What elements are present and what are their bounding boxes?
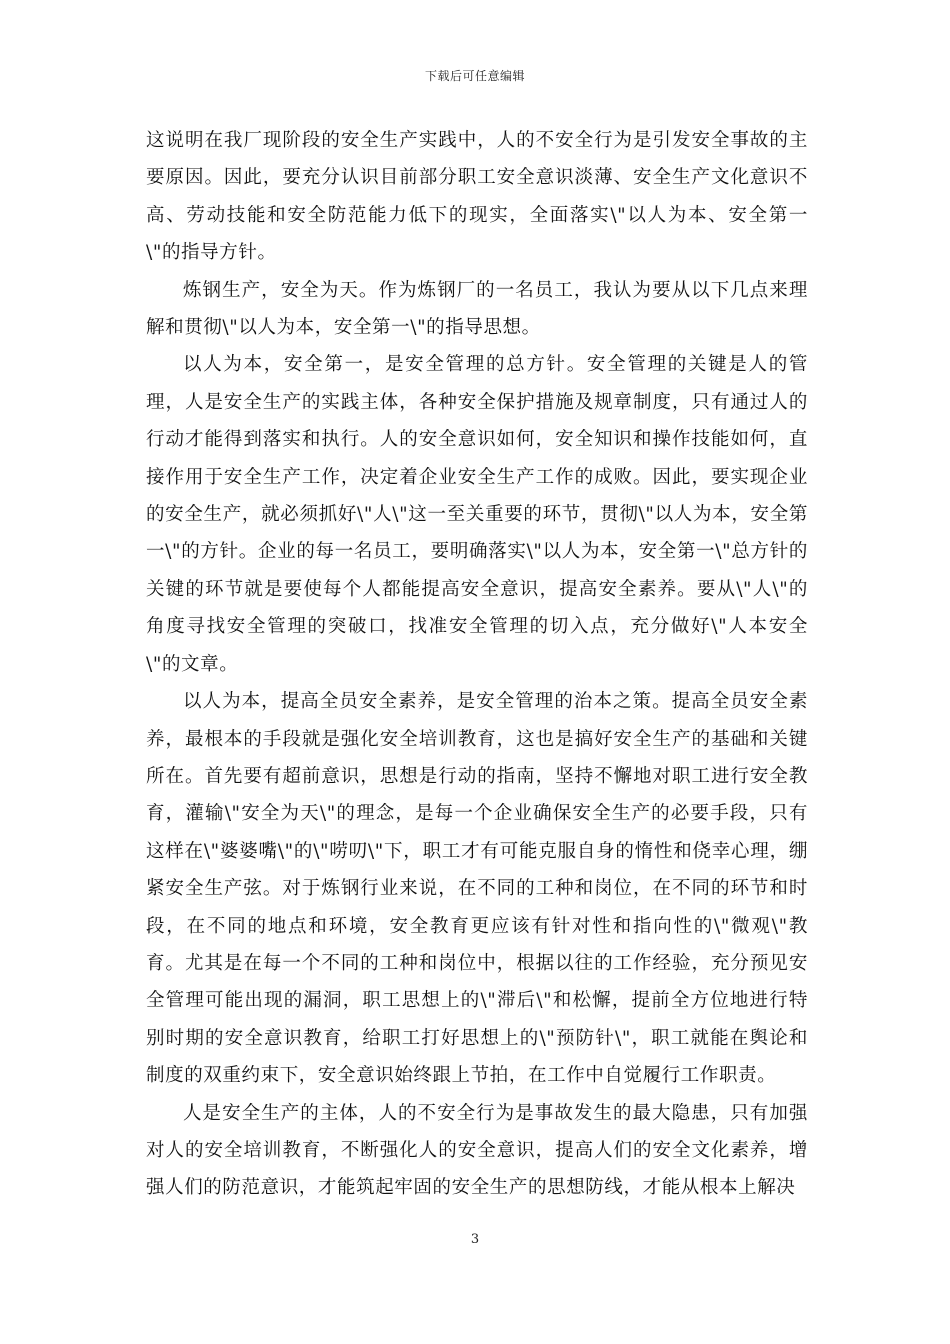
- page-number: 3: [470, 1232, 480, 1247]
- paragraph-4: 以人为本，提高全员安全素养，是安全管理的治本之策。提高全员安全素养，最根本的手段就是强化安全培训教育，这也是搞好安全生产的基础和关键所在。首先要有超前意识，思想是行动的指南，坚持不懈地对职工进行安全教育，灌输\"安全为天\"的理念，是每一个企业确保安全生产的必要手段，只有这样在\"婆婆嘴\"的\"唠叨\"下，职工才有可能克服自身的惰性和侥幸心理，绷紧安全生产弦。对于炼钢行业来说，在不同的工种和岗位，在不同的环节和时段，在不同的地点和环境，安全教育更应该有针对性和指向性的\"微观\"教育。尤其是在每一个不同的工种和岗位中，根据以往的工作经验，充分预见安全管理可能出现的漏洞，职工思想上的\"滞后\"和松懈，提前全方位地进行特别时期的安全意识教育，给职工打好思想上的\"预防针\"，职工就能在舆论和制度的双重约束下，安全意识始终跟上节拍，在工作中自觉履行工作职责。: [146, 691, 808, 1087]
- body-text: [146, 122, 808, 1207]
- paragraph-1: 这说明在我厂现阶段的安全生产实践中，人的不安全行为是引发安全事故的主要原因。因此，要充分认识目前部分职工安全意识淡薄、安全生产文化意识不高、劳动技能和安全防范能力低下的现实，全面落实\"以人为本、安全第一\"的指导方针。: [146, 130, 808, 264]
- paragraph-3: 以人为本，安全第一，是安全管理的总方针。安全管理的关键是人的管理，人是安全生产的实践主体，各种安全保护措施及规章制度，只有通过人的行动才能得到落实和执行。人的安全意识如何，安全知识和操作技能如何，直接作用于安全生产工作，决定着企业安全生产工作的成败。因此，要实现企业的安全生产，就必须抓好\"人\"这一至关重要的环节，贯彻\"以人为本，安全第一\"的方针。企业的每一名员工，要明确落实\"以人为本，安全第一\"总方针的关键的环节就是要使每个人都能提高安全意识，提高安全素养。要从\"人\"的角度寻找安全管理的突破口，找准安全管理的切入点，充分做好\"人本安全\"的文章。: [146, 354, 808, 675]
- paragraph-2: 炼钢生产，安全为天。作为炼钢厂的一名员工，我认为要从以下几点来理解和贯彻\"以人为本，安全第一\"的指导思想。: [146, 279, 808, 339]
- page-header: 下载后可任意编辑: [424, 69, 525, 83]
- paragraph-5: 人是安全生产的主体，人的不安全行为是事故发生的最大隐患，只有加强对人的安全培训教育，不断强化人的安全意识，提高人们的安全文化素养，增强人们的防范意识，才能筑起牢固的安全生产的思想防线，才能从根本上解决: [146, 1102, 808, 1199]
